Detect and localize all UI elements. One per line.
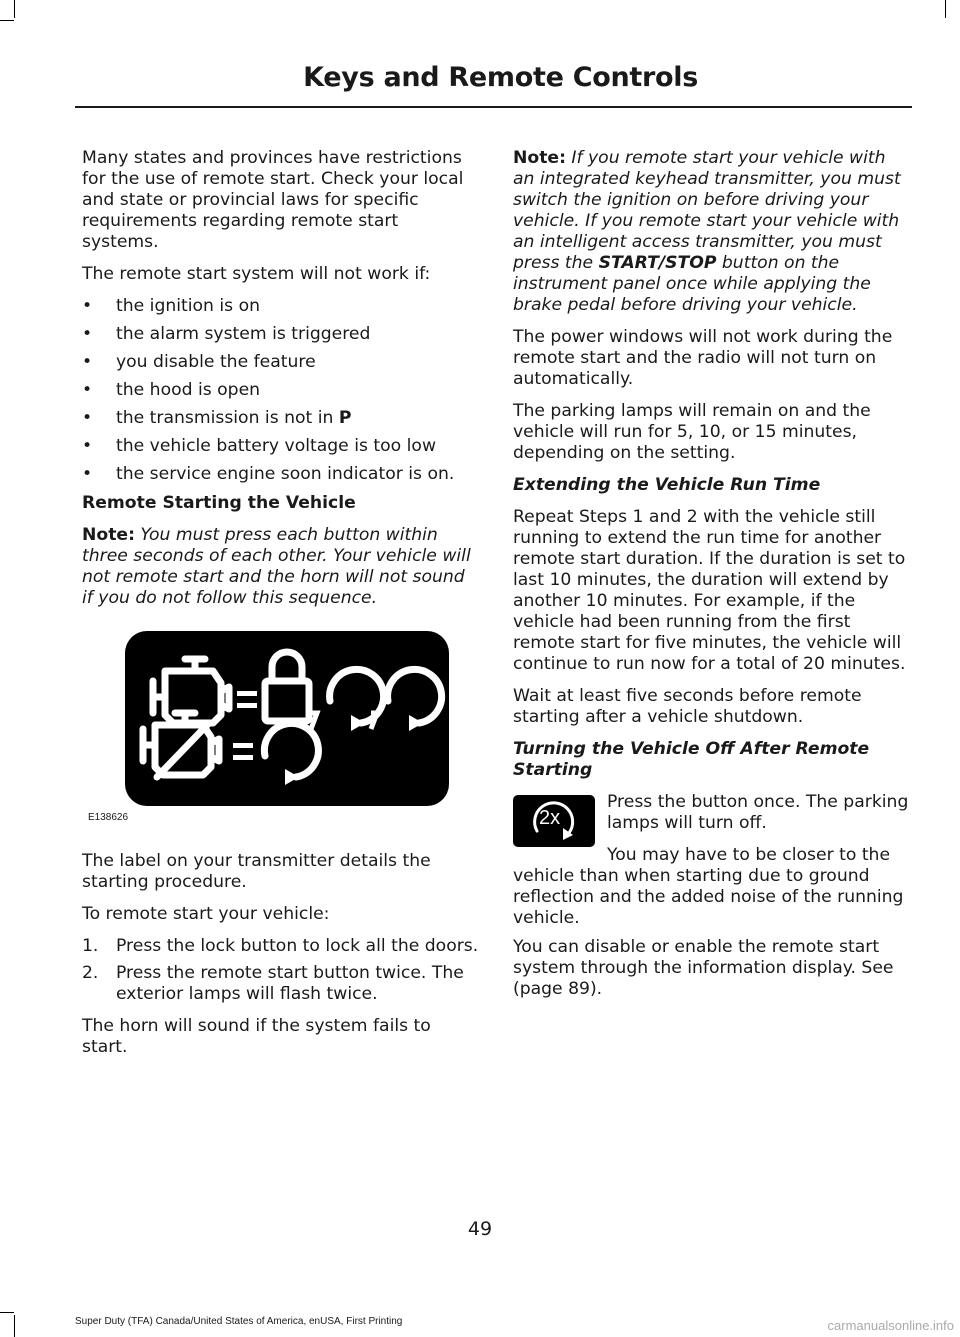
gear-letter: P <box>338 408 352 428</box>
equals-icon <box>237 691 257 696</box>
conditions-list <box>82 296 480 485</box>
steps-list <box>82 936 480 1005</box>
section-heading: Remote Starting the Vehicle <box>82 493 356 513</box>
remote-start-icon <box>264 723 318 777</box>
page-number: 49 <box>467 1218 493 1240</box>
note-text: You must press each button within three seconds of each other. Your vehicle will not remote start and the horn will not sound if you do not follow this sequence. <box>82 525 471 608</box>
section-heading: Turning the Vehicle Off After Remote Starting <box>513 739 870 780</box>
step-text: Press the lock button to lock all the doors. <box>116 936 479 956</box>
arrow-head-icon <box>285 769 299 785</box>
step-number: 1. <box>82 936 99 956</box>
note <box>82 525 480 609</box>
footer: Super Duty (TFA) Canada/United States of America, enUSA, First Printing <box>75 1316 403 1327</box>
press-once-block <box>513 792 909 929</box>
icon-label: 2x <box>539 807 561 829</box>
crop-mark <box>14 0 15 18</box>
remote-start-figure <box>82 631 480 821</box>
wait-paragraph: Wait at least five seconds before remote starting after a vehicle shutdown. <box>513 686 862 727</box>
label-paragraph: The label on your transmitter details the starting procedure. <box>82 851 431 892</box>
note-label: Note: <box>82 525 135 545</box>
note-text-part2: button on the instrument panel once while applying the brake pedal before driving your vehicle. <box>513 253 871 315</box>
watermark: carmanualsonline.info <box>827 1318 954 1333</box>
remote-start-icon <box>388 669 442 723</box>
list-item: • you disable the feature <box>82 352 480 373</box>
list-item: • the alarm system is triggered <box>82 324 480 345</box>
arrow-head-icon <box>351 715 365 731</box>
page-title: Keys and Remote Controls <box>303 62 698 93</box>
note <box>513 148 909 316</box>
disable-paragraph: You can disable or enable the remote start system through the information display. See (page 89). <box>513 937 894 999</box>
press-once-paragraph: Press the button once. The parking lamps will turn off. <box>607 792 909 833</box>
comma-icon <box>311 713 317 729</box>
step-text: Press the remote start button twice. The exterior lamps will flash twice. <box>116 963 464 1004</box>
step-number: 2. <box>82 963 99 983</box>
transmitter-label-panel <box>125 631 449 806</box>
list-item: • the vehicle battery voltage is too low <box>82 436 480 457</box>
crop-mark <box>0 1312 14 1313</box>
header-rule <box>75 106 912 108</box>
start-stop-label: START/STOP <box>598 253 717 273</box>
arrow-head-icon <box>409 715 423 731</box>
comma-icon <box>371 713 377 729</box>
engine-crossed-icon <box>143 713 219 777</box>
note-label: Note: <box>513 148 566 168</box>
intro-paragraph: Many states and provinces have restrictions for the use of remote start. Check your local and state or provincial laws for specific requirements regarding remote start systems. <box>82 148 464 252</box>
extend-paragraph: Repeat Steps 1 and 2 with the vehicle still running to extend the run time for another remote start duration. If the duration is set to last 10 minutes, the duration will extend by another 10 minutes. For example, if the vehicle had been running from the first remote start for five minutes, the vehicle will continue to run now for a total of 20 minutes. <box>513 507 906 674</box>
closer-paragraph: You may have to be closer to the vehicle than when starting due to ground reflection and the added noise of the running vehicle. <box>513 845 904 928</box>
list-item: • the hood is open <box>82 380 480 401</box>
to-start-paragraph: To remote start your vehicle: <box>82 904 330 924</box>
equals-icon <box>233 743 253 748</box>
not-work-intro: The remote start system will not work if: <box>82 264 431 284</box>
left-column <box>82 148 480 1069</box>
crop-mark <box>0 20 14 21</box>
list-item <box>82 408 480 429</box>
windows-paragraph: The power windows will not work during the remote start and the radio will not turn on automatically. <box>513 327 893 389</box>
figure-code: E138626 <box>88 812 129 823</box>
step-item <box>82 963 480 1005</box>
crop-mark <box>945 0 946 18</box>
lock-icon <box>265 652 309 721</box>
list-item: • the ignition is on <box>82 296 480 317</box>
lamps-paragraph: The parking lamps will remain on and the vehicle will run for 5, 10, or 15 minutes, depending on the setting. <box>513 401 871 463</box>
section-heading: Extending the Vehicle Run Time <box>513 475 821 495</box>
right-column <box>513 148 909 1011</box>
crop-mark <box>14 1315 15 1337</box>
remote-start-2x-icon <box>513 795 595 847</box>
list-item: • the service engine soon indicator is on. <box>82 464 480 485</box>
remote-start-sequence-illustration <box>125 631 449 806</box>
note-text-part1: If you remote start your vehicle with an integrated keyhead transmitter, you must switch the ignition on before driving your vehicle. If you remote start your vehicle with an intelligent access transmitter, you must press the <box>513 148 901 273</box>
horn-paragraph: The horn will sound if the system fails to start. <box>82 1016 431 1057</box>
step-item <box>82 936 480 957</box>
list-item-text: the transmission is not in <box>116 408 339 428</box>
